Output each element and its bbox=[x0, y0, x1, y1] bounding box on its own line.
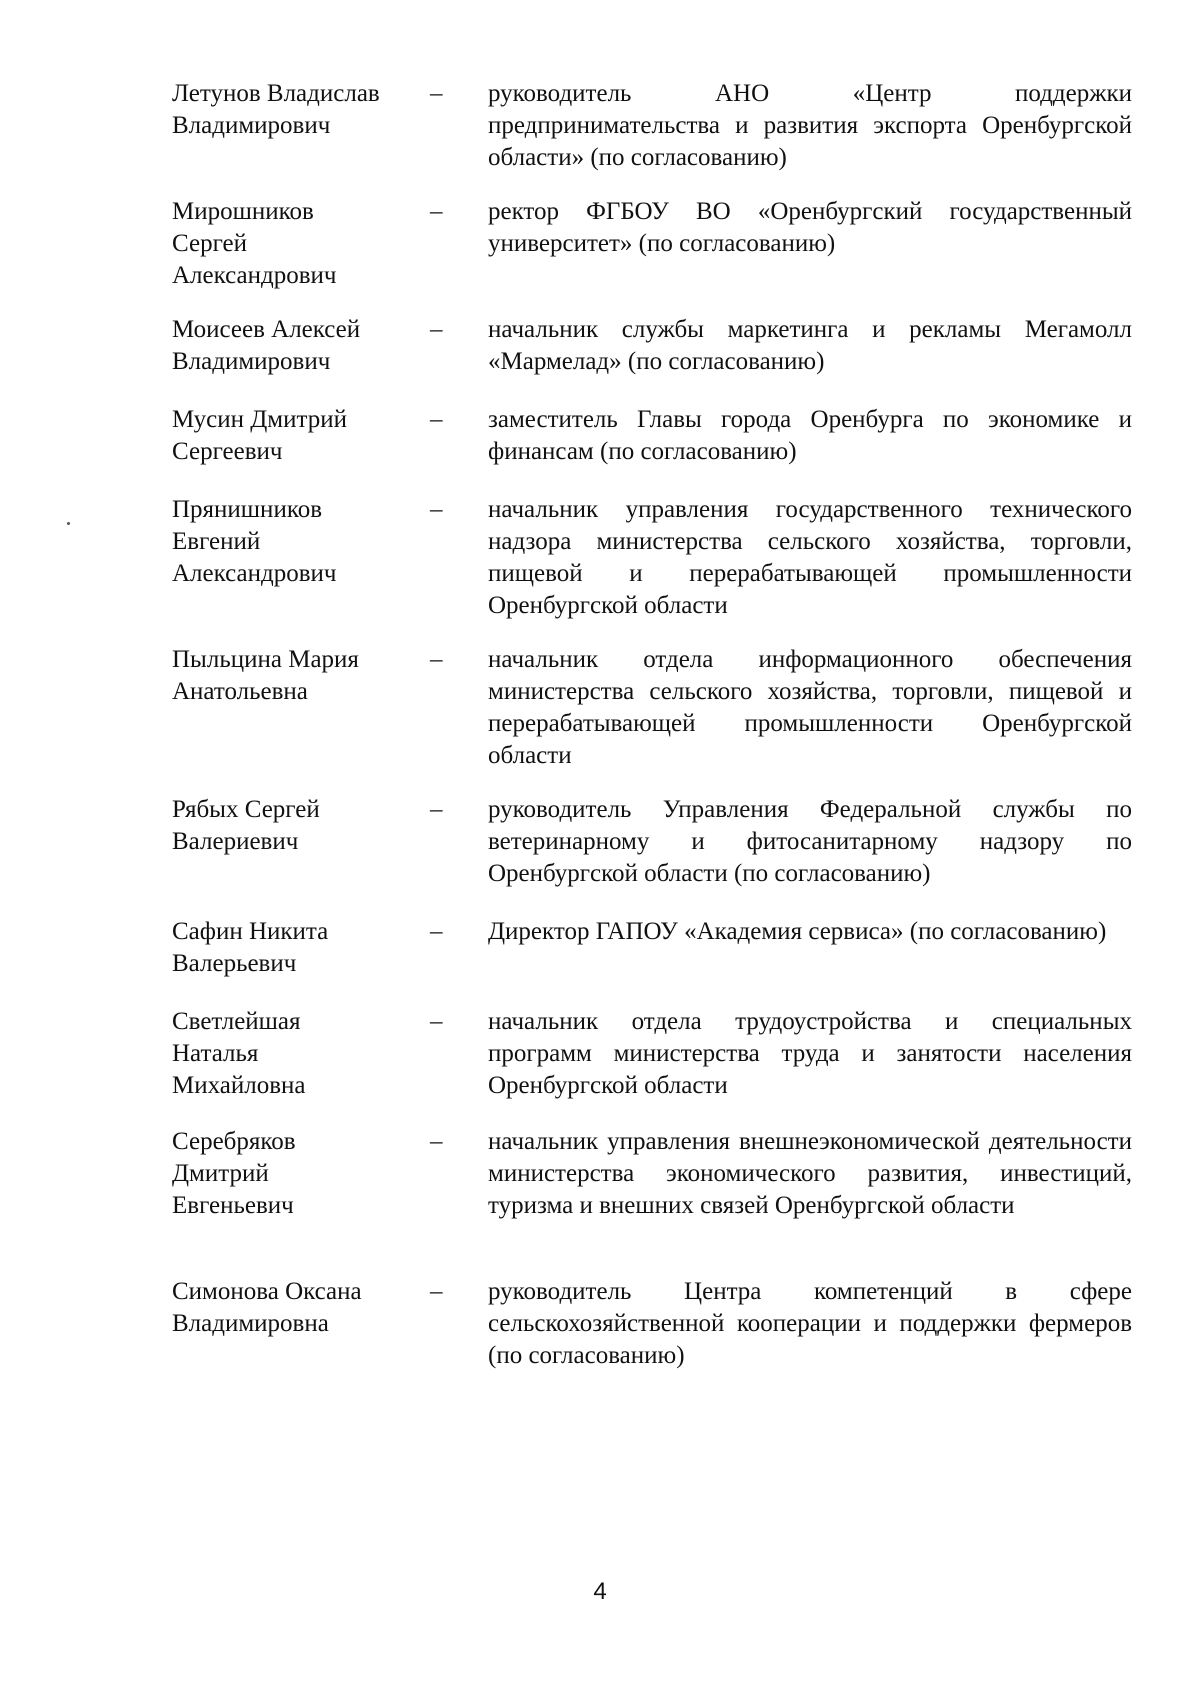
member-name bbox=[172, 644, 430, 708]
member-dash: – bbox=[430, 1128, 443, 1155]
member-dash: – bbox=[430, 1008, 443, 1035]
member-name-line: Анатольевна bbox=[172, 678, 308, 705]
member-dash: – bbox=[430, 496, 443, 523]
member-dash: – bbox=[430, 406, 443, 433]
member-name-line: Евгений bbox=[172, 528, 261, 555]
member-name-line: Владимирович bbox=[172, 112, 331, 139]
member-position: начальник отдела информационного обеспечения министерства сельского хозяйства, торговли, пищевой и перерабатывающей промышленности Оренбургской области bbox=[488, 646, 1132, 769]
member-name bbox=[172, 494, 430, 590]
member-name-line: Валерьевич bbox=[172, 950, 297, 977]
member-name-line: Александрович bbox=[172, 262, 337, 289]
member-name-line: Сергей bbox=[172, 230, 247, 257]
member-entry bbox=[172, 196, 1132, 292]
member-name bbox=[172, 404, 430, 468]
page-number: 4 bbox=[593, 1578, 607, 1605]
member-name bbox=[172, 196, 430, 292]
member-name-line: Рябых Сергей bbox=[172, 796, 320, 823]
member-name-line: Дмитрий bbox=[172, 1160, 269, 1187]
scan-speck bbox=[67, 522, 70, 525]
member-name-line: Евгеньевич bbox=[172, 1192, 294, 1219]
member-name bbox=[172, 78, 430, 142]
member-name-line: Мусин Дмитрий bbox=[172, 406, 347, 433]
member-name-line: Сергеевич bbox=[172, 438, 283, 465]
member-dash: – bbox=[430, 1278, 443, 1305]
member-name-line: Симонова Оксана bbox=[172, 1278, 362, 1305]
member-entry bbox=[172, 1276, 1132, 1372]
member-entry bbox=[172, 404, 1132, 468]
member-name-line: Владимирович bbox=[172, 348, 331, 375]
member-name-line: Серебряков bbox=[172, 1128, 296, 1155]
member-entry bbox=[172, 794, 1132, 890]
member-name-line: Пыльцина Мария bbox=[172, 646, 359, 673]
member-name bbox=[172, 794, 430, 858]
member-dash: – bbox=[430, 80, 443, 107]
member-entry bbox=[172, 314, 1132, 378]
member-dash: – bbox=[430, 796, 443, 823]
member-position: руководитель Управления Федеральной службы по ветеринарному и фитосанитарному надзору по Оренбургской области (по согласованию) bbox=[488, 796, 1132, 887]
member-name bbox=[172, 1126, 430, 1222]
member-name-line: Мирошников bbox=[172, 198, 314, 225]
member-name bbox=[172, 1006, 430, 1102]
member-name-line: Валериевич bbox=[172, 828, 299, 855]
member-name bbox=[172, 1276, 430, 1340]
member-name-line: Наталья bbox=[172, 1040, 259, 1067]
member-name bbox=[172, 314, 430, 378]
member-dash: – bbox=[430, 918, 443, 945]
member-position: Директор ГАПОУ «Академия сервиса» (по согласованию) bbox=[488, 918, 1107, 945]
member-name-line: Моисеев Алексей bbox=[172, 316, 361, 343]
member-dash: – bbox=[430, 198, 443, 225]
member-name-line: Александрович bbox=[172, 560, 337, 587]
member-position: ректор ФГБОУ ВО «Оренбургский государственный университет» (по согласованию) bbox=[488, 198, 1132, 257]
member-position: заместитель Главы города Оренбурга по экономике и финансам (по согласованию) bbox=[488, 406, 1132, 465]
member-dash: – bbox=[430, 316, 443, 343]
member-position: начальник службы маркетинга и рекламы Мегамолл «Мармелад» (по согласованию) bbox=[488, 316, 1132, 375]
member-dash: – bbox=[430, 646, 443, 673]
member-name bbox=[172, 916, 430, 980]
member-entry bbox=[172, 1126, 1132, 1222]
member-name-line: Светлейшая bbox=[172, 1008, 301, 1035]
member-entry bbox=[172, 644, 1132, 772]
member-position: руководитель Центра компетенций в сфере сельскохозяйственной кооперации и поддержки фермеров (по согласованию) bbox=[488, 1278, 1132, 1369]
member-entry bbox=[172, 1006, 1132, 1102]
member-name-line: Прянишников bbox=[172, 496, 322, 523]
member-position: начальник отдела трудоустройства и специальных программ министерства труда и занятости населения Оренбургской области bbox=[488, 1008, 1132, 1099]
member-position: начальник управления внешнеэкономической деятельности министерства экономического развития, инвестиций, туризма и внешних связей Оренбургской области bbox=[488, 1128, 1132, 1219]
member-entry bbox=[172, 916, 1132, 980]
member-entry bbox=[172, 494, 1132, 622]
member-name-line: Летунов Владислав bbox=[172, 80, 380, 107]
member-position: начальник управления государственного технического надзора министерства сельского хозяйства, торговли, пищевой и перерабатывающей промышленности Оренбургской области bbox=[488, 496, 1132, 619]
member-entry bbox=[172, 78, 1132, 174]
member-name-line: Владимировна bbox=[172, 1310, 329, 1337]
member-name-line: Михайловна bbox=[172, 1072, 306, 1099]
member-name-line: Сафин Никита bbox=[172, 918, 329, 945]
member-position: руководитель АНО «Центр поддержки предпринимательства и развития экспорта Оренбургской области» (по согласованию) bbox=[488, 80, 1132, 171]
